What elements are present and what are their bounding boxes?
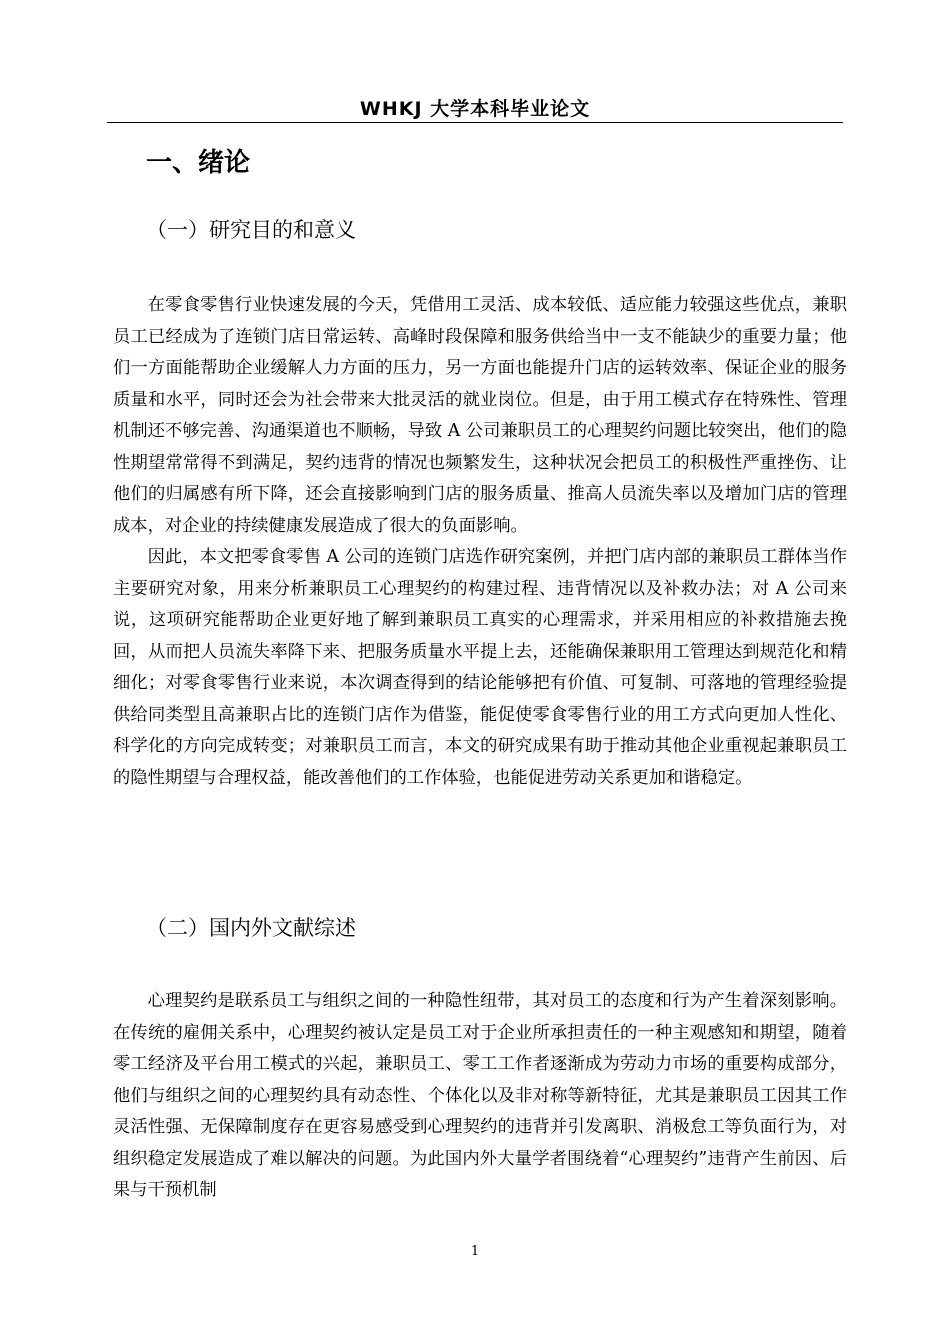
page-number: 1: [470, 1244, 480, 1259]
chapter-title: 一、绪论: [146, 148, 251, 178]
header-divider: [107, 122, 843, 123]
section-title-purpose: （一）研究目的和意义: [146, 218, 356, 242]
paragraph: 心理契约是联系员工与组织之间的一种隐性纽带，其对员工的态度和行为产生着深刻影响。在传统的雇佣关系中，心理契约被认定是员工对于企业所承担责任的一种主观感知和期望，随着零工经济及平台用工模式的兴起，兼职员工、零工工作者逐渐成为劳动力市场的重要构成部分，他们与组织之间的心理契约具有动态性、个体化以及非对称等新特征，尤其是兼职员工因其工作灵活性强、无保障制度存在更容易感受到心理契约的违背并引发离职、消极怠工等负面行为，对组织稳定发展造成了难以解决的问题。为此国内外大量学者围绕着“心理契约”违背产生前因、后果与干预机制: [113, 991, 847, 1200]
paragraph: 因此，本文把零食零售 A 公司的连锁门店选作研究案例，并把门店内部的兼职员工群体当作主要研究对象，用来分析兼职员工心理契约的构建过程、违背情况以及补救办法；对 A 公司来说，这项研究能帮助企业更好地了解到兼职员工真实的心理需求，并采用相应的补救措施去挽回，从而把人员流失率降下来、把服务质量水平提上去，还能确保兼职用工管理达到规范化和精细化；对零食零售行业来说，本次调查得到的结论能够把有价值、可复制、可落地的管理经验提供给同类型且高兼职占比的连锁门店作为借鉴，能促使零食零售行业的用工方式向更加人性化、科学化的方向完成转变；对兼职员工而言，本文的研究成果有助于推动其他企业重视起兼职员工的隐性期望与合理权益，能改善他们的工作体验，也能促进劳动关系更加和谐稳定。: [113, 547, 847, 788]
page-header-title: WHKJ 大学本科毕业论文: [359, 98, 591, 120]
paragraph: 在零食零售行业快速发展的今天，凭借用工灵活、成本较低、适应能力较强这些优点，兼职员工已经成为了连锁门店日常运转、高峰时段保障和服务供给当中一支不能缺少的重要力量；他们一方面能帮助企业缓解人力方面的压力，另一方面也能提升门店的运转效率、保证企业的服务质量和水平，同时还会为社会带来大批灵活的就业岗位。但是，由于用工模式存在特殊性、管理机制还不够完善、沟通渠道也不顺畅，导致 A 公司兼职员工的心理契约问题比较突出，他们的隐性期望常常得不到满足，契约违背的情况也频繁发生，这种状况会把员工的积极性严重挫伤、让他们的归属感有所下降，还会直接影响到门店的服务质量、推高人员流失率以及增加门店的管理成本，对企业的持续健康发展造成了很大的负面影响。: [113, 295, 847, 536]
section-body-literature-review: [113, 986, 847, 1207]
section-body-purpose: [113, 290, 847, 794]
section-title-literature-review: （二）国内外文献综述: [146, 916, 356, 940]
